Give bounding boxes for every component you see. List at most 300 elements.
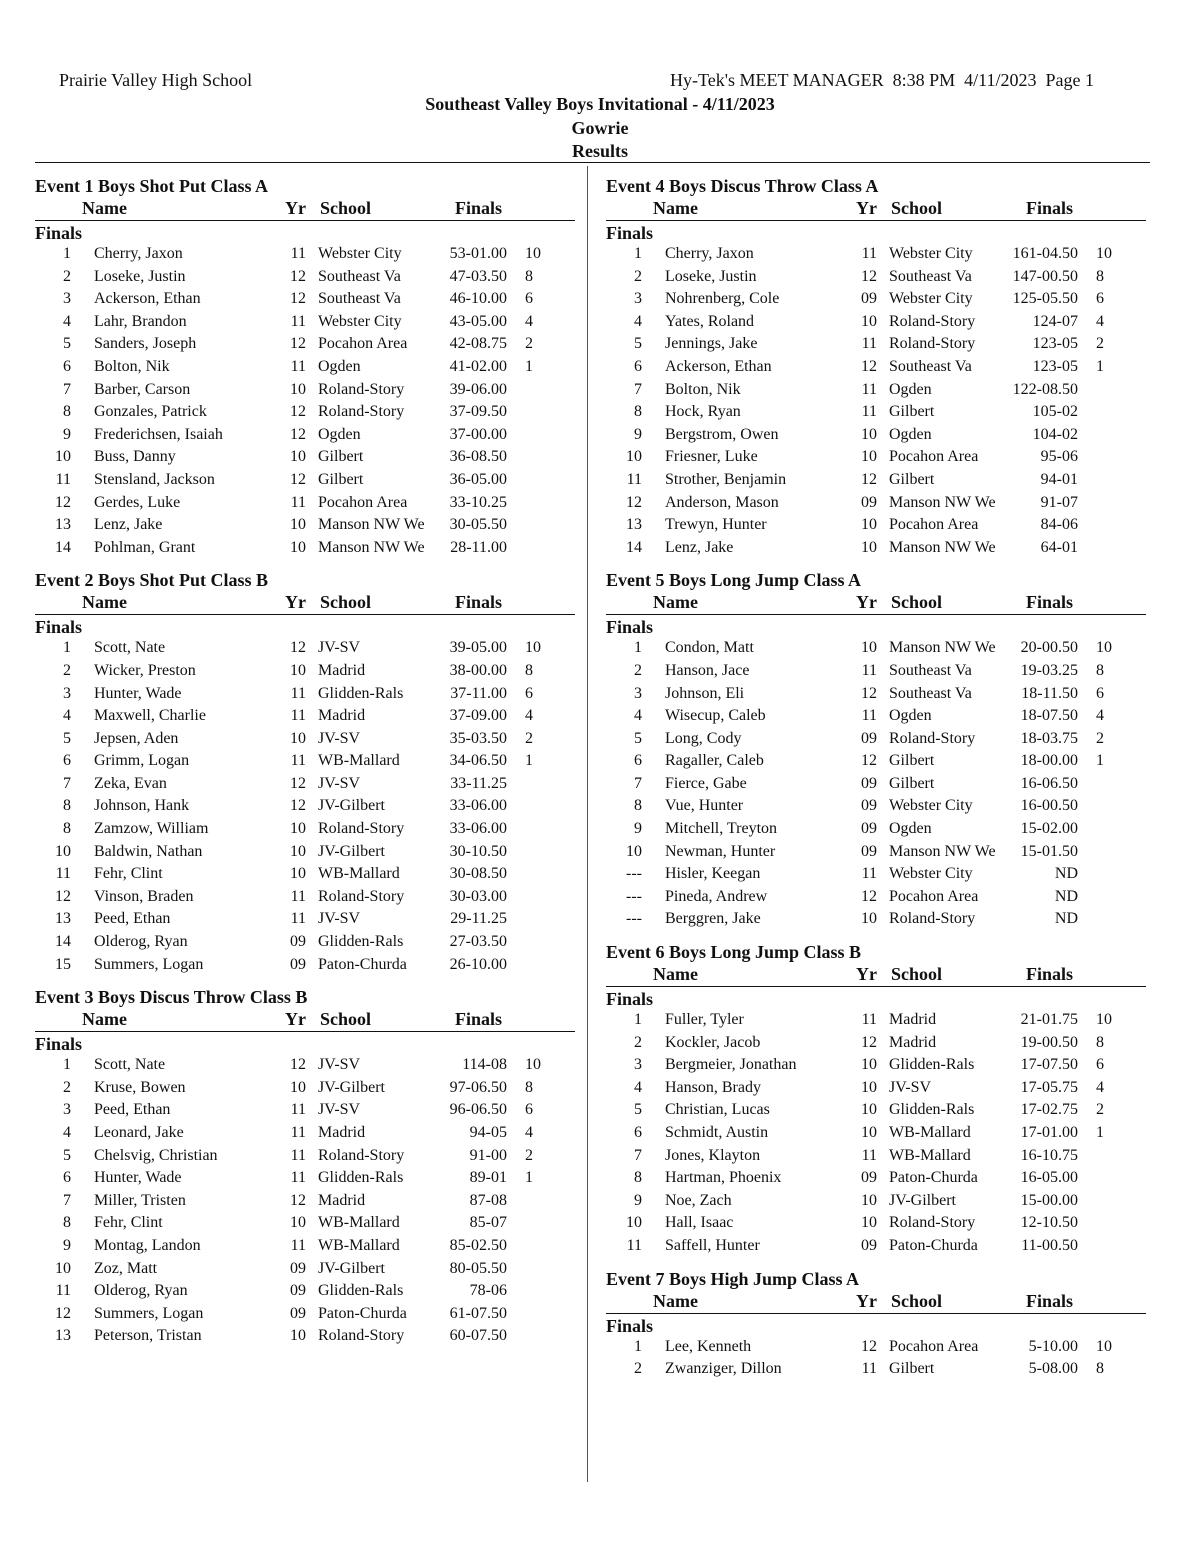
mark: 35-03.50 — [449, 729, 507, 747]
year: 11 — [290, 1101, 306, 1119]
mark: 30-08.50 — [449, 865, 507, 883]
school: Roland-Story — [889, 335, 976, 353]
meet-title: Southeast Valley Boys Invitational - 4/11/2023 — [425, 94, 775, 114]
header-name: Name — [653, 592, 698, 613]
school: Madrid — [889, 1033, 937, 1051]
school: WB-Mallard — [318, 865, 400, 883]
mark: 161-04.50 — [1012, 245, 1078, 262]
place: 4 — [63, 312, 71, 330]
event-gap — [606, 931, 1146, 940]
place: 7 — [63, 1191, 71, 1209]
points: 1 — [525, 357, 533, 375]
result-row — [35, 469, 575, 492]
result-row — [606, 795, 1146, 818]
athlete-name: Johnson, Eli — [665, 684, 745, 702]
event-block — [606, 1267, 1146, 1381]
place: 14 — [55, 538, 71, 556]
year: 09 — [861, 797, 877, 815]
place: 5 — [63, 1146, 71, 1164]
place: 3 — [63, 684, 71, 702]
place: 5 — [63, 335, 71, 353]
mark: 60-07.50 — [449, 1327, 507, 1345]
year: 12 — [861, 1033, 877, 1051]
year: 09 — [861, 493, 877, 511]
result-row — [606, 288, 1146, 311]
event-gap — [35, 559, 575, 568]
place: 8 — [63, 797, 71, 815]
athlete-name: Lenz, Jake — [665, 538, 734, 556]
school: Roland-Story — [318, 380, 405, 398]
school: JV-Gilbert — [318, 842, 385, 860]
year: 10 — [861, 1101, 877, 1119]
result-row — [35, 863, 575, 886]
points: 1 — [525, 752, 533, 770]
school: Southeast Va — [889, 267, 972, 285]
result-row — [606, 1235, 1146, 1258]
year: 11 — [290, 752, 306, 770]
result-row — [606, 1009, 1146, 1032]
year: 10 — [290, 842, 306, 860]
points: 6 — [1096, 290, 1104, 308]
place: 11 — [626, 470, 642, 488]
points: 2 — [525, 1146, 533, 1164]
mark: 46-10.00 — [449, 290, 507, 308]
mark: 16-10.75 — [1020, 1146, 1078, 1164]
year: 12 — [290, 403, 306, 421]
place: 5 — [63, 729, 71, 747]
athlete-name: Condon, Matt — [665, 639, 754, 657]
athlete-name: Miller, Tristen — [94, 1191, 186, 1209]
school: JV-SV — [318, 1056, 361, 1074]
result-row — [606, 728, 1146, 751]
event-block — [606, 568, 1146, 931]
athlete-name: Jepsen, Aden — [94, 729, 179, 747]
school: Madrid — [318, 1124, 366, 1141]
mark: 85-07 — [469, 1214, 507, 1232]
athlete-name: Saffell, Hunter — [665, 1236, 760, 1254]
place: 14 — [55, 933, 71, 951]
place: 4 — [634, 707, 642, 725]
year: 10 — [290, 380, 306, 398]
year: 10 — [861, 448, 877, 466]
school: Madrid — [318, 1191, 366, 1209]
athlete-name: Jones, Klayton — [665, 1146, 761, 1164]
result-row — [35, 954, 575, 977]
school: Madrid — [318, 661, 366, 679]
year: 09 — [861, 842, 877, 860]
athlete-name: Scott, Nate — [94, 639, 166, 657]
mark: 123-05 — [1032, 335, 1078, 353]
place: 2 — [63, 661, 71, 679]
school: Glidden-Rals — [318, 684, 404, 702]
school: Manson NW We — [318, 538, 425, 556]
year: 11 — [861, 1011, 877, 1029]
place: 1 — [634, 245, 642, 262]
event-block — [35, 174, 575, 559]
school: Southeast Va — [889, 661, 972, 679]
mark: ND — [1054, 910, 1078, 928]
result-row — [35, 1145, 575, 1168]
athlete-name: Buss, Danny — [94, 448, 176, 466]
athlete-name: Lahr, Brandon — [94, 312, 187, 330]
place: 13 — [55, 910, 71, 928]
result-row — [606, 1145, 1146, 1168]
points: 4 — [525, 312, 533, 330]
year: 12 — [861, 267, 877, 285]
year: 12 — [290, 1056, 306, 1074]
school: Madrid — [889, 1011, 937, 1029]
year: 10 — [861, 312, 877, 330]
athlete-name: Mitchell, Treyton — [665, 820, 778, 838]
school: Southeast Va — [318, 290, 401, 308]
mark: 26-10.00 — [449, 955, 507, 973]
mark: 18-00.00 — [1020, 752, 1078, 770]
result-row — [35, 333, 575, 356]
points: 1 — [1096, 1124, 1104, 1141]
points: 8 — [1096, 661, 1104, 679]
school: Manson NW We — [889, 842, 996, 860]
mark: 20-00.50 — [1020, 639, 1078, 657]
place: 1 — [63, 639, 71, 657]
year: 12 — [290, 290, 306, 308]
athlete-name: Gerdes, Luke — [94, 493, 181, 511]
year: 12 — [290, 267, 306, 285]
year: 10 — [290, 1078, 306, 1096]
place: 9 — [63, 1236, 71, 1254]
result-row — [606, 1099, 1146, 1122]
points: 10 — [1096, 1011, 1112, 1029]
year: 11 — [290, 910, 306, 928]
year: 10 — [290, 820, 306, 838]
year: 10 — [861, 425, 877, 443]
result-row — [35, 1280, 575, 1303]
school: Webster City — [889, 865, 973, 883]
mark: ND — [1054, 887, 1078, 905]
result-row — [606, 683, 1146, 706]
year: 11 — [861, 865, 877, 883]
mark: 38-00.00 — [449, 661, 507, 679]
mark: 37-09.00 — [449, 707, 507, 725]
column-divider — [587, 166, 588, 1482]
athlete-name: Friesner, Luke — [665, 448, 758, 466]
athlete-name: Loseke, Justin — [94, 267, 186, 285]
header-rule — [35, 162, 1150, 163]
points: 10 — [1096, 639, 1112, 657]
school: Roland-Story — [318, 403, 405, 421]
place: 3 — [634, 290, 642, 308]
mark: 17-02.75 — [1020, 1101, 1078, 1119]
athlete-name: Kruse, Bowen — [94, 1078, 186, 1096]
athlete-name: Olderog, Ryan — [94, 933, 188, 951]
mark: 96-06.50 — [449, 1101, 507, 1119]
year: 10 — [290, 538, 306, 556]
mark: ND — [1054, 865, 1078, 883]
header-finals: Finals — [455, 198, 503, 218]
place: 8 — [63, 820, 71, 838]
place: 10 — [55, 842, 71, 860]
event-gap — [606, 1381, 1146, 1390]
mark: 39-06.00 — [449, 380, 507, 398]
place: 9 — [63, 425, 71, 443]
points: 4 — [525, 1124, 533, 1141]
school: Pocahon Area — [889, 1337, 979, 1355]
result-row — [35, 1122, 575, 1145]
athlete-name: Summers, Logan — [94, 1304, 204, 1322]
school: Ogden — [318, 425, 361, 443]
school: Glidden-Rals — [318, 1282, 404, 1300]
mark: 33-06.00 — [449, 820, 507, 838]
header-finals: Finals — [455, 592, 503, 613]
mark: 122-08.50 — [1012, 380, 1078, 398]
athlete-name: Olderog, Ryan — [94, 1282, 188, 1300]
athlete-name: Hanson, Brady — [665, 1078, 761, 1096]
result-row — [35, 1303, 575, 1326]
year: 11 — [290, 245, 306, 262]
place: 5 — [634, 335, 642, 353]
result-row — [35, 1325, 575, 1348]
place: 7 — [634, 1146, 642, 1164]
athlete-name: Wicker, Preston — [94, 661, 196, 679]
header-school: School — [320, 1009, 372, 1030]
year: 10 — [861, 1191, 877, 1209]
school: Glidden-Rals — [318, 1169, 404, 1187]
year: 10 — [861, 1078, 877, 1096]
header-school: School — [891, 198, 943, 218]
place: 2 — [63, 267, 71, 285]
header-yr: Yr — [856, 964, 877, 985]
result-row — [606, 1190, 1146, 1213]
header-yr: Yr — [856, 592, 877, 613]
year: 11 — [290, 707, 306, 725]
result-row — [606, 356, 1146, 379]
result-row — [35, 1235, 575, 1258]
result-row — [35, 288, 575, 311]
section-label: Finals — [606, 1315, 654, 1336]
school: WB-Mallard — [889, 1146, 971, 1164]
athlete-name: Hall, Isaac — [665, 1214, 734, 1232]
school: Roland-Story — [318, 820, 405, 838]
year: 09 — [290, 1282, 306, 1300]
mark: 33-10.25 — [449, 493, 507, 511]
mark: 12-10.50 — [1020, 1214, 1078, 1232]
header-name: Name — [653, 964, 698, 985]
mark: 80-05.50 — [449, 1259, 507, 1277]
place: 12 — [55, 493, 71, 511]
mark: 36-08.50 — [449, 448, 507, 466]
place: 10 — [626, 448, 642, 466]
place: 3 — [63, 1101, 71, 1119]
result-row — [35, 1212, 575, 1235]
mark: 104-02 — [1032, 425, 1078, 443]
school: WB-Mallard — [318, 1236, 400, 1254]
athlete-name: Fuller, Tyler — [665, 1011, 744, 1029]
mark: 27-03.50 — [449, 933, 507, 951]
school: Gilbert — [318, 470, 364, 488]
school: Paton-Churda — [889, 1169, 978, 1187]
mark: 97-06.50 — [449, 1078, 507, 1096]
year: 09 — [290, 1304, 306, 1322]
mark: 15-01.50 — [1020, 842, 1078, 860]
place: 3 — [634, 1056, 642, 1074]
year: 10 — [861, 1056, 877, 1074]
year: 11 — [290, 887, 306, 905]
result-row — [606, 908, 1146, 931]
header-name: Name — [82, 1009, 127, 1030]
result-row — [606, 886, 1146, 909]
athlete-name: Zoz, Matt — [94, 1259, 158, 1277]
athlete-name: Long, Cody — [665, 729, 742, 747]
year: 11 — [861, 1360, 877, 1378]
school: WB-Mallard — [889, 1124, 971, 1141]
software-stamp: Hy-Tek's MEET MANAGER 8:38 PM 4/11/2023 Page 1 — [670, 70, 1094, 90]
result-row — [35, 266, 575, 289]
points: 2 — [1096, 1101, 1104, 1119]
place: 3 — [634, 684, 642, 702]
result-row — [606, 637, 1146, 660]
column-header — [606, 1291, 1146, 1314]
school: Southeast Va — [889, 357, 972, 375]
athlete-name: Pineda, Andrew — [665, 887, 768, 905]
year: 09 — [861, 290, 877, 308]
points: 8 — [1096, 267, 1104, 285]
place: 10 — [55, 448, 71, 466]
mark: 28-11.00 — [450, 538, 507, 556]
result-row — [606, 1358, 1146, 1381]
result-row — [35, 379, 575, 402]
year: 11 — [861, 707, 877, 725]
athlete-name: Montag, Landon — [94, 1236, 201, 1254]
points: 8 — [525, 661, 533, 679]
athlete-name: Loseke, Justin — [665, 267, 757, 285]
school: Pocahon Area — [318, 335, 408, 353]
school: Glidden-Rals — [889, 1056, 975, 1074]
points: 6 — [525, 1101, 533, 1119]
school: JV-SV — [318, 910, 361, 928]
athlete-name: Noe, Zach — [665, 1191, 732, 1209]
school: Glidden-Rals — [318, 933, 404, 951]
event-title: Event 2 Boys Shot Put Class B — [35, 570, 269, 591]
place: 9 — [634, 820, 642, 838]
mark: 30-10.50 — [449, 842, 507, 860]
result-row — [606, 818, 1146, 841]
place: 2 — [63, 1078, 71, 1096]
result-row — [606, 424, 1146, 447]
school: Paton-Churda — [318, 955, 407, 973]
result-row — [35, 795, 575, 818]
school: Gilbert — [889, 752, 935, 770]
mark: 42-08.75 — [449, 335, 507, 353]
place: 2 — [634, 1360, 642, 1378]
place: 2 — [634, 267, 642, 285]
column-header — [606, 198, 1146, 221]
place: 4 — [634, 312, 642, 330]
year: 11 — [290, 1146, 306, 1164]
result-row — [606, 773, 1146, 796]
school: Pocahon Area — [889, 516, 979, 534]
right-column — [606, 174, 1146, 1390]
athlete-name: Pohlman, Grant — [94, 538, 196, 556]
school: Roland-Story — [318, 1327, 405, 1345]
place: 15 — [55, 955, 71, 973]
place: 6 — [634, 357, 642, 375]
athlete-name: Jennings, Jake — [665, 335, 758, 353]
athlete-name: Hanson, Jace — [665, 661, 750, 679]
year: 11 — [290, 493, 306, 511]
mark: 43-05.00 — [449, 312, 507, 330]
column-header — [35, 1009, 575, 1032]
athlete-name: Strother, Benjamin — [665, 470, 787, 488]
athlete-name: Summers, Logan — [94, 955, 204, 973]
result-row — [606, 1054, 1146, 1077]
result-row — [606, 401, 1146, 424]
mark: 17-05.75 — [1020, 1078, 1078, 1096]
result-row — [606, 863, 1146, 886]
place: 5 — [634, 1101, 642, 1119]
place: --- — [626, 887, 642, 905]
place: 1 — [63, 245, 71, 262]
points: 8 — [525, 1078, 533, 1096]
mark: 95-06 — [1040, 448, 1078, 466]
year: 12 — [290, 797, 306, 815]
year: 11 — [861, 335, 877, 353]
athlete-name: Cherry, Jaxon — [665, 245, 754, 262]
mark: 78-06 — [469, 1282, 507, 1300]
result-row — [606, 660, 1146, 683]
result-row — [606, 537, 1146, 560]
mark: 5-08.00 — [1028, 1360, 1078, 1378]
place: 5 — [634, 729, 642, 747]
column-header — [35, 592, 575, 615]
athlete-name: Christian, Lucas — [665, 1101, 770, 1119]
result-row — [35, 446, 575, 469]
athlete-name: Yates, Roland — [665, 312, 755, 330]
place: 8 — [63, 403, 71, 421]
year: 09 — [861, 1169, 877, 1187]
result-row — [606, 1077, 1146, 1100]
year: 09 — [861, 820, 877, 838]
result-row — [35, 683, 575, 706]
year: 10 — [290, 448, 306, 466]
year: 11 — [290, 1124, 306, 1141]
year: 12 — [290, 774, 306, 792]
mark: 37-00.00 — [449, 425, 507, 443]
place: 10 — [55, 1259, 71, 1277]
mark: 16-06.50 — [1020, 774, 1078, 792]
points: 2 — [1096, 729, 1104, 747]
event-block — [35, 985, 575, 1348]
points: 2 — [1096, 335, 1104, 353]
school: Roland-Story — [318, 887, 405, 905]
mark: 34-06.50 — [449, 752, 507, 770]
place: 11 — [55, 470, 71, 488]
mark: 37-09.50 — [449, 403, 507, 421]
athlete-name: Hunter, Wade — [94, 1169, 182, 1187]
school: WB-Mallard — [318, 752, 400, 770]
athlete-name: Vue, Hunter — [665, 797, 744, 815]
header-yr: Yr — [285, 1009, 306, 1030]
mark: 89-01 — [469, 1169, 507, 1187]
year: 12 — [861, 1337, 877, 1355]
header-name: Name — [653, 198, 698, 218]
mark: 47-03.50 — [449, 267, 507, 285]
event-block — [35, 568, 575, 976]
mark: 30-03.00 — [449, 887, 507, 905]
header-yr: Yr — [285, 198, 306, 218]
year: 10 — [290, 661, 306, 679]
result-row — [35, 660, 575, 683]
year: 11 — [290, 312, 306, 330]
mark: 53-01.00 — [449, 245, 507, 262]
